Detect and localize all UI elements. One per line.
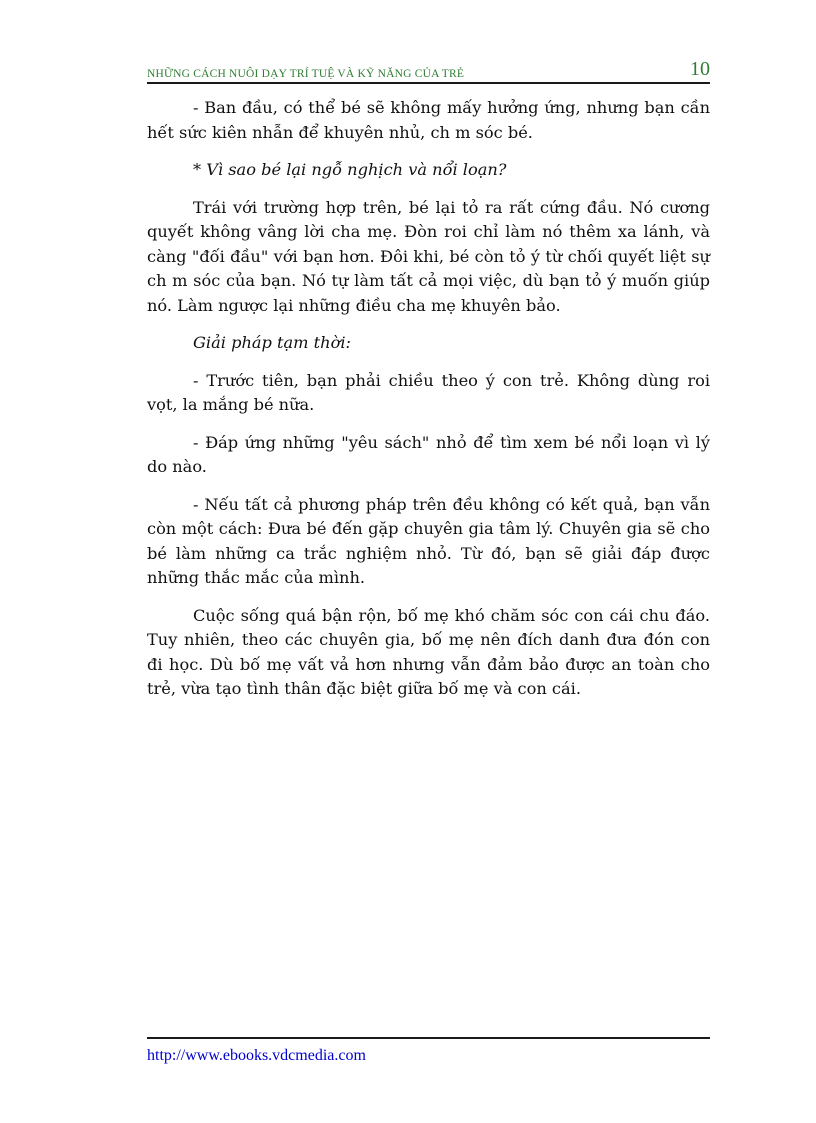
section-question-heading: * Vì sao bé lại ngỗ nghịch và nổi loạn? bbox=[193, 160, 507, 179]
paragraph-solution-3: - Nếu tất cả phương pháp trên đều không có kết quả, bạn vẫn còn một cách: Đưa bé đến gặp chuyên gia tâm lý. Chuyên gia sẽ cho bé làm những ca trắc nghiệm nhỏ. Từ đó, bạn sẽ giải đáp được những thắc mắc của mình. bbox=[147, 494, 710, 587]
page-number: 10 bbox=[690, 58, 710, 80]
section-solution-heading: Giải pháp tạm thời: bbox=[193, 333, 351, 352]
page-header bbox=[147, 58, 710, 84]
page-body bbox=[147, 96, 710, 715]
book-title: NHỮNG CÁCH NUÔI DẠY TRÍ TUỆ VÀ KỸ NĂNG CỦA TRẺ bbox=[147, 68, 465, 80]
page-footer bbox=[147, 1037, 710, 1065]
paragraph-solution-2: - Đáp ứng những "yêu sách" nhỏ để tìm xem bé nổi loạn vì lý do nào. bbox=[147, 432, 710, 476]
paragraph-stubborn-child: Trái với trường hợp trên, bé lại tỏ ra rất cứng đầu. Nó cương quyết không vâng lời cha mẹ. Đòn roi chỉ làm nó thêm xa lánh, và càng "đối đầu" với bạn hơn. Đôi khi, bé còn tỏ ý từ chối quyết liệt sự ch m sóc của bạn. Nó tự làm tất cả mọi việc, dù bạn tỏ ý muốn giúp nó. Làm ngược lại những điều cha mẹ khuyên bảo. bbox=[147, 197, 710, 315]
paragraph-intro-advice: - Ban đầu, có thể bé sẽ không mấy hưởng ứng, nhưng bạn cần hết sức kiên nhẫn để khuyên nhủ, ch m sóc bé. bbox=[147, 98, 710, 142]
paragraph-solution-1: - Trước tiên, bạn phải chiều theo ý con trẻ. Không dùng roi vọt, la mắng bé nữa. bbox=[147, 370, 710, 414]
footer-link[interactable]: http://www.ebooks.vdcmedia.com bbox=[147, 1047, 366, 1064]
paragraph-conclusion: Cuộc sống quá bận rộn, bố mẹ khó chăm sóc con cái chu đáo. Tuy nhiên, theo các chuyên gia, bố mẹ nên đích danh đưa đón con đi học. Dù bố mẹ vất vả hơn nhưng vẫn đảm bảo được an toàn cho trẻ, vừa tạo tình thân đặc biệt giữa bố mẹ và con cái. bbox=[147, 605, 710, 698]
